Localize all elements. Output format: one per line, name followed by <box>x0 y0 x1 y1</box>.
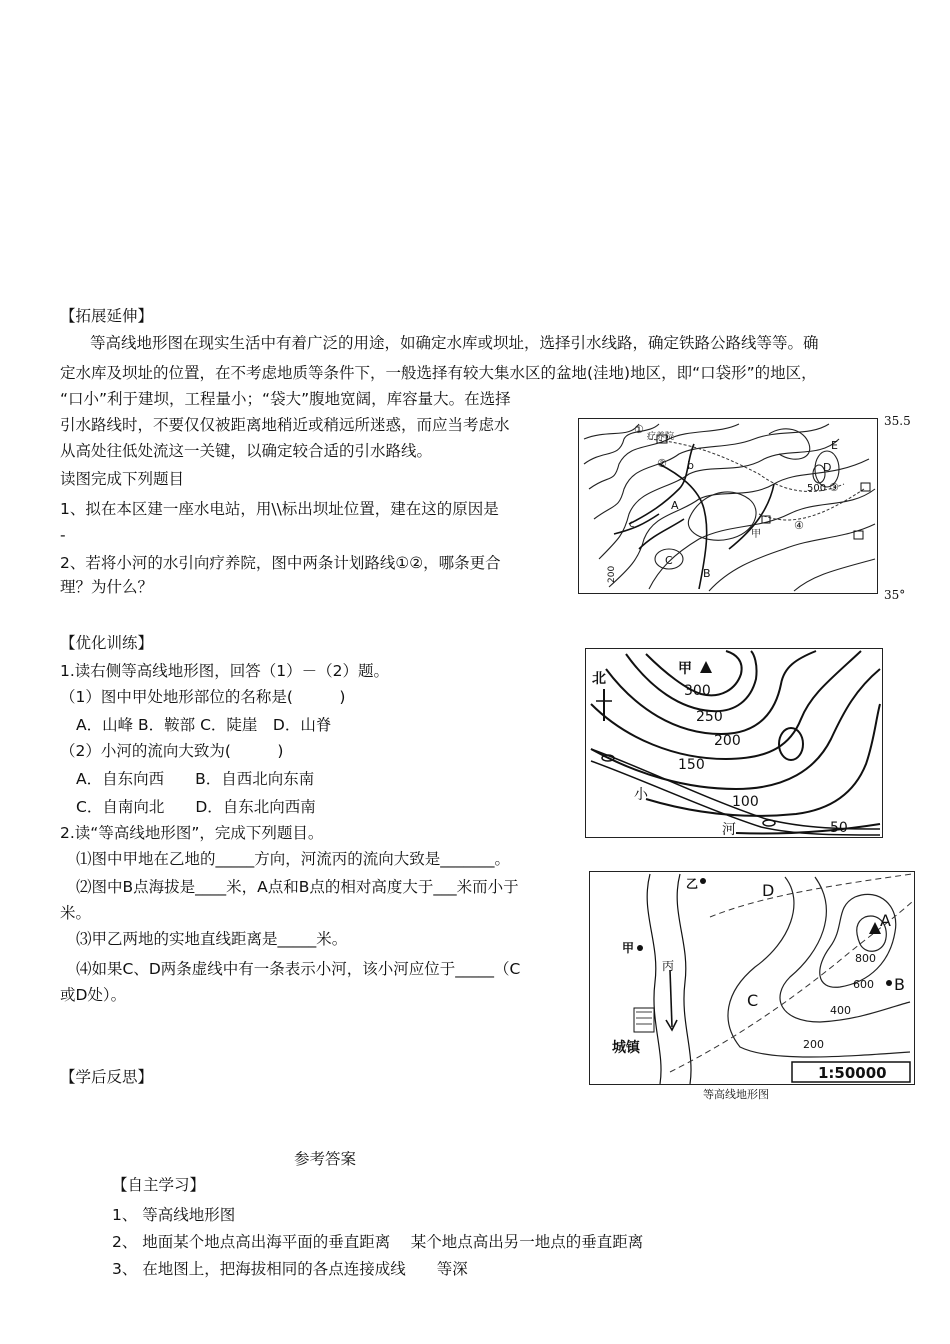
paragraph-line: 等高线地形图在现实生活中有着广泛的用途，如确定水库或坝址，选择引水线路，确定铁路公路线等等。确 <box>90 334 819 352</box>
river-contour-map <box>585 648 883 838</box>
contour-label: 50 <box>830 820 848 836</box>
map1-label: E <box>831 439 838 452</box>
map1-label: ③ <box>829 481 839 494</box>
question: ⑵图中B点海拔是____米，A点和B点的相对高度大于___米而小于 <box>76 878 519 896</box>
map3-label: B <box>894 975 905 994</box>
reservoir-contour-map <box>578 418 878 594</box>
question-2-cont: 理？为什么？ <box>60 578 154 596</box>
paragraph-line: 定水库及坝址的位置，在不考虑地质等条件下，一般选择有较大集水区的盆地(洼地)地区，即“口袋形”的地区， <box>60 364 817 382</box>
north-label: 北 <box>592 671 606 687</box>
map3-label: 800 <box>855 952 876 965</box>
map3-label: 丙 <box>662 959 675 973</box>
map1-label: A <box>671 499 679 512</box>
question: ⑷如果C、D两条虚线中有一条表示小河，该小河应位于_____（C <box>76 960 521 978</box>
map3-label: 甲 <box>622 941 635 955</box>
map3-label-town: 城镇 <box>612 1040 640 1056</box>
question: ⑶甲乙两地的实地直线距离是_____米。 <box>76 930 348 948</box>
question-cont: 或D处）。 <box>60 986 127 1004</box>
river-label: 河 <box>722 822 736 837</box>
map3-label: 乙 <box>686 877 699 891</box>
peak-triangle-icon <box>700 661 712 673</box>
peak-label: 甲 <box>678 661 692 677</box>
map1-label-sanatorium: 疗养院 <box>647 432 675 442</box>
answer-line: 1、 等高线地形图 <box>112 1206 236 1224</box>
answer-line: 3、 在地图上，把海拔相同的各点连接成线 等深 <box>112 1260 468 1278</box>
question: 2.读“等高线地形图”，完成下列题目。 <box>60 824 324 842</box>
map1-label: 500 <box>807 483 827 494</box>
map-scale: 1:50000 <box>818 1064 887 1082</box>
map1-label: b <box>687 459 694 472</box>
contour-label: 300 <box>684 683 711 699</box>
paragraph-line: 从高处往低处流这一关键，以确定较合适的引水路线。 <box>60 442 433 460</box>
answers-title: 参考答案 <box>294 1150 357 1168</box>
options: C．自南向北 D．自东北向西南 <box>76 798 316 816</box>
options: A．自东向西 B．自西北向东南 <box>76 770 315 788</box>
map3-label: 600 <box>853 978 874 991</box>
latitude-bottom: 35° <box>884 588 906 602</box>
instruction: 读图完成下列题目 <box>60 470 185 488</box>
question-cont: 米。 <box>60 904 92 922</box>
map1-label: C <box>665 554 673 567</box>
answer-line: 2、 地面某个地点高出海平面的垂直距离 某个地点高出另一地点的垂直距离 <box>112 1233 644 1251</box>
question: 1.读右侧等高线地形图，回答（1）－（2）题。 <box>60 662 390 680</box>
question: ⑴图中甲地在乙地的_____方向，河流丙的流向大致是_______。 <box>76 850 511 868</box>
map1-label: ① <box>634 423 644 436</box>
map3-label: C <box>747 991 759 1010</box>
question-1: 1、拟在本区建一座水电站，用\\标出坝址位置，建在这的原因是 <box>60 500 499 518</box>
question-2: 2、若将小河的水引向疗养院，图中两条计划路线①②，哪条更合 <box>60 554 501 572</box>
map1-label: ④ <box>794 519 804 532</box>
contour-label: 200 <box>714 733 741 749</box>
section-heading-extension: 【拓展延伸】 <box>60 307 154 325</box>
question-1-blank: - <box>60 526 66 544</box>
map1-label: D <box>823 461 832 474</box>
map3-label: D <box>762 881 775 900</box>
section-heading-training: 【优化训练】 <box>60 634 154 652</box>
contour-label: 100 <box>732 794 759 810</box>
map3-label: 200 <box>803 1038 824 1051</box>
map3-label: A <box>880 911 891 930</box>
map1-label: B <box>703 567 711 580</box>
figure-caption: 等高线地形图 <box>703 1088 769 1101</box>
map1-label: ② <box>657 457 667 470</box>
map1-label: 200 <box>607 565 617 583</box>
question: （1）图中甲处地形部位的名称是( ) <box>60 688 346 706</box>
river-label: 小 <box>634 787 648 803</box>
contour-label: 150 <box>678 757 705 773</box>
paragraph-line: “口小”利于建坝，工程量小；“袋大”腹地宽阔，库容量大。在选择 <box>60 390 511 408</box>
section-heading-reflection: 【学后反思】 <box>60 1068 154 1086</box>
map1-label: c <box>629 519 635 530</box>
town-contour-map <box>589 871 915 1085</box>
options: A．山峰 B．鞍部 C．陡崖 D．山脊 <box>76 716 332 734</box>
map1-label: 甲 <box>751 529 761 540</box>
contour-label: 250 <box>696 709 723 725</box>
latitude-top: 35.5 <box>884 414 911 428</box>
map3-label: 400 <box>830 1004 851 1017</box>
paragraph-line: 引水路线时，不要仅仅被距离地稍近或稍远所迷惑，而应当考虑水 <box>60 416 510 434</box>
question: （2）小河的流向大致为( ) <box>60 742 284 760</box>
answers-heading: 【自主学习】 <box>112 1176 206 1194</box>
